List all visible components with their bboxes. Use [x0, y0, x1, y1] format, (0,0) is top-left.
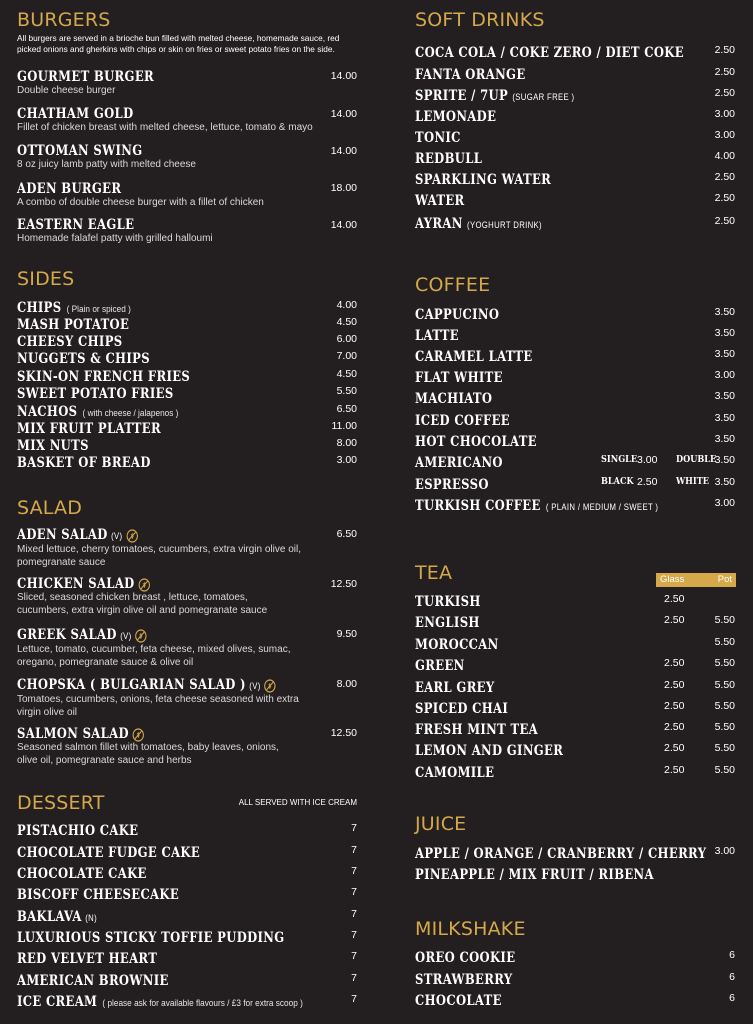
item-name: REDBULL [415, 151, 483, 167]
item-name: LEMON AND GINGER [415, 743, 564, 759]
item-price: 2.50 [714, 44, 735, 56]
item-name: EARL GREY [415, 680, 495, 696]
item-price: 6 [729, 971, 735, 983]
item-name: LUXURIOUS STICKY TOFFIE PUDDING [17, 930, 285, 946]
menu-item [17, 723, 357, 767]
glass-price: 2.50 [664, 742, 685, 754]
menu-item [415, 127, 735, 146]
item-price: 4.50 [336, 368, 357, 380]
item-name: ADEN SALAD (V) [17, 527, 138, 544]
item-name: TURKISH [415, 594, 481, 610]
item-price: 14.00 [330, 219, 357, 231]
menu-item-espresso [415, 474, 735, 493]
glass-price: 2.50 [664, 614, 685, 626]
item-name: STRAWBERRY [415, 972, 513, 988]
item-name: SWEET POTATO FRIES [17, 386, 174, 402]
option-label: BLACK [601, 476, 634, 487]
item-name: RED VELVET HEART [17, 951, 158, 967]
item-price: 3.00 [336, 454, 357, 466]
item-price: 3.50 [714, 348, 735, 360]
item-desc: Seasoned salmon fillet with tomatoes, baby leaves, onions, olive oil, pomegranate sauce and herbs [17, 742, 279, 766]
option-label: DOUBLE [676, 454, 717, 465]
item-price: 7 [351, 844, 357, 856]
pot-price: 5.50 [714, 679, 735, 691]
item-price: 14.00 [330, 70, 357, 82]
item-price: 3.50 [714, 412, 735, 424]
item-name: MOROCCAN [415, 637, 499, 653]
item-name: CHIPS ( Plain or spiced ) [17, 300, 131, 316]
menu-item [415, 990, 735, 1009]
menu-item [17, 624, 357, 669]
item-desc: Homemade falafel patty with grilled halloumi [17, 233, 213, 244]
item-desc: Fillet of chicken breast with melted cheese, lettuce, tomato & mayo [17, 122, 313, 133]
item-name: CHOCOLATE CAKE [17, 866, 147, 882]
item-name: MIX NUTS [17, 438, 89, 454]
glass-price: 2.50 [664, 593, 685, 605]
glass-price: 2.50 [664, 764, 685, 776]
item-name: PISTACHIO CAKE [17, 823, 139, 839]
pot-price: 5.50 [714, 700, 735, 712]
tea-header-bar [656, 573, 736, 587]
item-price: 2.50 [714, 215, 735, 227]
item-price: 4.00 [714, 150, 735, 162]
item-name: LATTE [415, 328, 459, 344]
item-name: EASTERN EAGLE [17, 217, 135, 233]
menu-item [415, 346, 735, 365]
item-name: NUGGETS & CHIPS [17, 351, 150, 367]
pot-price: 5.50 [714, 614, 735, 626]
item-name: ENGLISH [415, 615, 480, 631]
gluten-free-icon [138, 578, 150, 592]
item-price: 18.00 [330, 182, 357, 194]
item-name: PINEAPPLE / MIX FRUIT / RIBENA [415, 867, 654, 883]
dessert-title: DESSERT [17, 792, 105, 814]
item-desc: A combo of double cheese burger with a fillet of chicken [17, 197, 264, 208]
item-price: 2.50 [714, 87, 735, 99]
menu-item [415, 495, 735, 515]
tea-column-header [415, 574, 735, 588]
menu-item [415, 698, 735, 717]
item-name: GREEN [415, 658, 465, 674]
menu-item-americano [415, 452, 735, 471]
soft-drinks-title: SOFT DRINKS [415, 9, 545, 31]
item-price: 8.00 [336, 678, 357, 690]
menu-item [17, 573, 357, 617]
glass-price: 2.50 [664, 657, 685, 669]
item-price: 7 [351, 929, 357, 941]
pot-price: 5.50 [714, 764, 735, 776]
item-price: 3.50 [714, 306, 735, 318]
gluten-free-icon [135, 629, 147, 643]
item-desc: Double cheese burger [17, 85, 116, 96]
glass-price: 2.50 [664, 700, 685, 712]
item-name: LEMONADE [415, 109, 497, 125]
item-desc: Lettuce, tomato, cucumber, feta cheese, mixed olives, sumac, oregano, pomegranate sauce & olive oil [17, 644, 291, 668]
item-name: OTTOMAN SWING [17, 143, 143, 159]
menu-item [17, 674, 357, 719]
item-name: CHICKEN SALAD [17, 576, 150, 592]
item-price: 3.00 [714, 845, 735, 857]
item-name: WATER [415, 193, 465, 209]
pot-column-label: Pot [717, 574, 732, 585]
menu-item [17, 214, 357, 246]
menu-item [415, 85, 735, 105]
item-price: 3.50 [714, 476, 735, 488]
item-price: 3.50 [714, 454, 735, 466]
menu-item [415, 42, 735, 61]
milkshake-title: MILKSHAKE [415, 918, 526, 940]
menu-item [415, 304, 735, 323]
menu-item [415, 190, 735, 209]
pot-price: 5.50 [714, 721, 735, 733]
item-name: CHOCOLATE FUDGE CAKE [17, 845, 201, 861]
menu-item [415, 864, 735, 883]
menu-item [17, 927, 357, 946]
burgers-title: BURGERS [17, 9, 111, 31]
glass-price: 2.50 [664, 679, 685, 691]
item-price: 7 [351, 886, 357, 898]
menu-item [415, 388, 735, 407]
item-name: APPLE / ORANGE / CRANBERRY / CHERRY [415, 846, 707, 862]
option-label: WHITE [676, 476, 710, 487]
item-name: ESPRESSO [415, 477, 489, 493]
item-price: 14.00 [330, 145, 357, 157]
gluten-free-icon [132, 728, 144, 742]
item-price: 7 [351, 908, 357, 920]
item-price: 6.50 [336, 528, 357, 540]
menu-item [415, 64, 735, 83]
item-name: CHOCOLATE [415, 993, 502, 1009]
pot-price: 5.50 [714, 636, 735, 648]
item-name: ADEN BURGER [17, 181, 122, 197]
item-price: 6 [729, 992, 735, 1004]
item-price: 3.00 [714, 108, 735, 120]
menu-item [17, 348, 357, 367]
glass-price: 2.50 [664, 721, 685, 733]
tea-title: TEA [415, 562, 453, 584]
coffee-title: COFFEE [415, 274, 491, 296]
item-name: AYRAN (YOGHURT DRINK) [415, 216, 542, 232]
menu-item [415, 947, 735, 966]
item-price: 3.00 [714, 497, 735, 509]
menu-item [415, 843, 735, 862]
item-price: 2.50 [714, 192, 735, 204]
item-name: ICE CREAM ( please ask for available flavours / £3 for extra scoop ) [17, 994, 303, 1010]
menu-item [17, 820, 357, 839]
item-price: 2.50 [714, 171, 735, 183]
menu-item [17, 842, 357, 861]
menu-item [415, 740, 735, 759]
menu-item [415, 612, 735, 631]
item-name: FLAT WHITE [415, 370, 503, 386]
item-name: TONIC [415, 130, 461, 146]
menu-item [415, 634, 735, 653]
gluten-free-icon [126, 529, 138, 543]
item-price: 7 [351, 865, 357, 877]
item-price: 2.50 [714, 66, 735, 78]
item-name: CAMOMILE [415, 765, 495, 781]
menu-item [17, 948, 357, 967]
item-name: COCA COLA / COKE ZERO / DIET COKE [415, 45, 684, 61]
menu-item [17, 970, 357, 989]
item-name: BAKLAVA (N) [17, 909, 97, 925]
item-price: 3.00 [714, 369, 735, 381]
menu-item [17, 66, 357, 98]
item-name: AMERICANO [415, 455, 503, 471]
item-name: CARAMEL LATTE [415, 349, 533, 365]
item-name: HOT CHOCOLATE [415, 434, 537, 450]
item-name: CAPPUCINO [415, 307, 500, 323]
pot-price: 5.50 [714, 742, 735, 754]
item-price: 7.00 [336, 350, 357, 362]
item-name: TURKISH COFFEE ( PLAIN / MEDIUM / SWEET ) [415, 498, 659, 514]
option-label: SINGLE [601, 454, 638, 465]
item-price: 7 [351, 822, 357, 834]
item-price: 7 [351, 972, 357, 984]
item-name: SKIN-ON FRENCH FRIES [17, 369, 191, 385]
item-name: MACHIATO [415, 391, 493, 407]
menu-item [17, 452, 357, 471]
item-price: 3.50 [714, 390, 735, 402]
item-name: AMERICAN BROWNIE [17, 973, 169, 989]
menu-item [17, 383, 357, 402]
item-price: 4.00 [336, 299, 357, 311]
item-desc: Tomatoes, cucumbers, onions, feta cheese seasoned with extra virgin olive oil [17, 694, 299, 718]
item-name: OREO COOKIE [415, 950, 516, 966]
item-price: 5.50 [336, 385, 357, 397]
glass-column-label: Glass [660, 574, 685, 585]
menu-item [17, 140, 357, 172]
pot-price: 5.50 [714, 657, 735, 669]
menu-item [17, 524, 357, 569]
item-price: 7 [351, 950, 357, 962]
menu-item [415, 410, 735, 429]
salad-title: SALAD [17, 497, 83, 519]
menu-item [415, 719, 735, 738]
menu-item [415, 655, 735, 674]
burgers-intro: All burgers are served in a brioche bun filled with melted cheese, homemade sauce, red picked onions and gherkins with chips or skin on fries or sweet potato fries on the side. [17, 33, 340, 54]
item-desc: Sliced, seasoned chicken breast , lettuce, tomatoes, cucumbers, extra virgin olive oil and pomegranate sauce [17, 592, 268, 616]
item-price: 6 [729, 949, 735, 961]
item-price: 6.00 [336, 333, 357, 345]
menu-item [415, 969, 735, 988]
menu-item [415, 431, 735, 450]
menu-item [415, 169, 735, 188]
option-price: 2.50 [637, 476, 658, 488]
dessert-tagline: ALL SERVED WITH ICE CREAM [238, 798, 357, 807]
menu-item [415, 762, 735, 781]
item-name: MASH POTATOE [17, 317, 130, 333]
item-name: BASKET OF BREAD [17, 455, 151, 471]
menu-item [17, 863, 357, 882]
item-price: 9.50 [336, 628, 357, 640]
item-price: 3.50 [714, 327, 735, 339]
item-name: SALMON SALAD [17, 726, 144, 742]
menu-item [415, 106, 735, 125]
item-name: SPICED CHAI [415, 701, 509, 717]
menu-item [17, 103, 357, 135]
menu-item [415, 591, 735, 610]
item-name: CHEESY CHIPS [17, 334, 123, 350]
juice-title: JUICE [415, 813, 467, 835]
item-price: 4.50 [336, 316, 357, 328]
item-price: 3.00 [714, 129, 735, 141]
item-name: GREEK SALAD (V) [17, 627, 147, 644]
item-price: 6.50 [336, 403, 357, 415]
item-name: FANTA ORANGE [415, 67, 526, 83]
item-name: NACHOS ( with cheese / jalapenos ) [17, 404, 179, 420]
item-name: MIX FRUIT PLATTER [17, 421, 161, 437]
item-price: 14.00 [330, 108, 357, 120]
item-name: GOURMET BURGER [17, 69, 155, 85]
gluten-free-icon [264, 679, 276, 693]
item-desc: 8 oz juicy lamb patty with melted cheese [17, 159, 196, 170]
menu-item [17, 178, 357, 210]
item-name: BISCOFF CHEESECAKE [17, 887, 180, 903]
item-name: CHOPSKA ( BULGARIAN SALAD ) (V) [17, 677, 276, 694]
item-price: 12.50 [330, 578, 357, 590]
menu-item [17, 884, 357, 903]
item-price: 3.50 [714, 433, 735, 445]
item-price: 11.00 [331, 420, 357, 432]
sides-title: SIDES [17, 268, 75, 290]
item-price: 7 [351, 993, 357, 1005]
item-price: 8.00 [336, 437, 357, 449]
item-name: CHATHAM GOLD [17, 106, 134, 122]
menu-item [415, 677, 735, 696]
item-name: SPRITE / 7UP (SUGAR FREE ) [415, 88, 575, 104]
item-name: SPARKLING WATER [415, 172, 552, 188]
option-price: 3.00 [637, 454, 658, 466]
item-desc: Mixed lettuce, cherry tomatoes, cucumbers, extra virgin olive oil, pomegranate sauce [17, 544, 301, 568]
item-name: ICED COFFEE [415, 413, 510, 429]
menu-item [415, 213, 735, 233]
menu-item [17, 991, 357, 1012]
menu-item [415, 367, 735, 386]
item-name: FRESH MINT TEA [415, 722, 539, 738]
menu-item [415, 148, 735, 167]
menu-item [17, 906, 357, 926]
menu-item [415, 325, 735, 344]
dessert-header [17, 792, 357, 814]
item-price: 12.50 [330, 727, 357, 739]
